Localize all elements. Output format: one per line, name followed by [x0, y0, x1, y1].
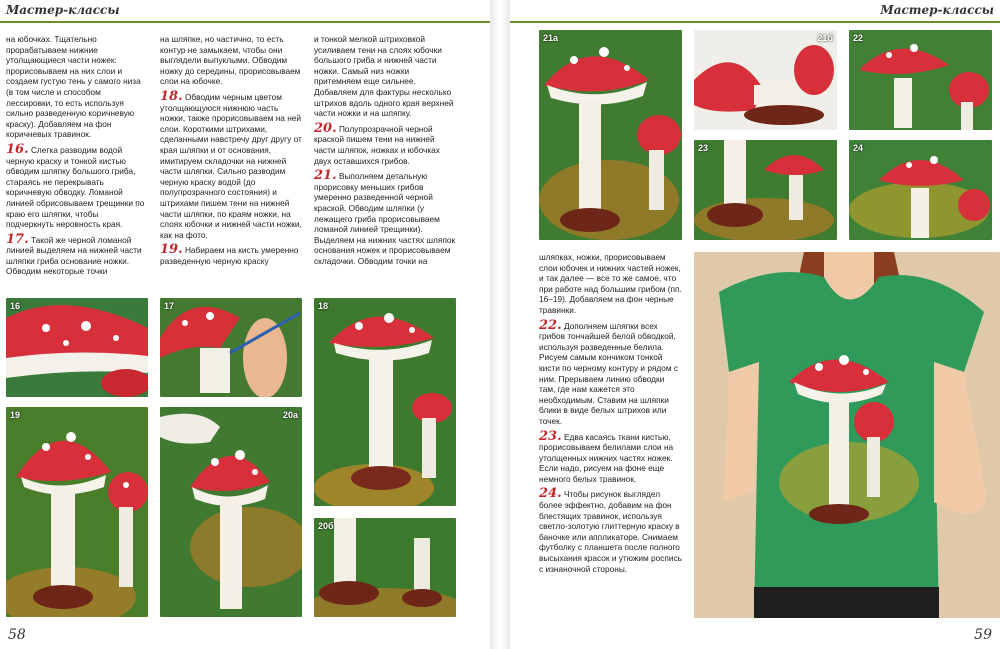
photo-label: 21а — [543, 33, 559, 43]
photo-step-24 — [849, 140, 992, 240]
photo-step-23 — [694, 140, 837, 240]
step-text: Слегка разводим водой черную краску и тонкой кистью обводим шляпку большого гриба, стараясь не перекрывать коричневую обводку. Ломаной линией обрисовываем трещинки по краю его шляпки, чтобы подчеркнуть неровность края. — [6, 144, 145, 230]
step-24 — [539, 486, 683, 574]
paragraph-intro-2: на шляпке, но частично, то есть контур не замыкаем, чтобы они выглядели выпуклыми. Обводим ножку до середины, прорисовываем слои на юбочке. — [160, 34, 301, 87]
step-20 — [314, 120, 456, 166]
step-16 — [6, 141, 148, 230]
text-column-2 — [160, 34, 302, 271]
photo-step-19 — [6, 407, 148, 617]
photo-step-21a — [539, 30, 682, 240]
photo-step-18 — [314, 298, 456, 506]
photo-label: 18 — [318, 301, 329, 311]
step-text: Дополняем шляпки всех грибов тончайшей белой обводкой, используя разведенные белила. Рисуем самым кончиком тонкой кисти по черному контуру и рядом с ним. Прерываем линию обводки там, где нам кажется это необходимым. Ставим на шляпки блики в виде белых штрихов или точек. — [539, 320, 678, 426]
photo-label: 20а — [282, 410, 298, 420]
header-line-left — [0, 21, 490, 23]
header-line-right — [510, 21, 1000, 23]
step-text: Такой же черной ломаной линией выделяем на нижней части шляпки гриба основание ножки. Обводим некоторые точки — [6, 234, 142, 277]
step-number: 19. — [160, 242, 183, 258]
step-text: Едва касаясь ткани кистью, прорисовываем белилами слои на утолщенных нижних частях ножек. Если надо, рисуем на фоне еще немного белых травинок. — [539, 431, 674, 484]
photo-label: 20б — [318, 521, 334, 531]
step-23 — [539, 428, 682, 485]
left-page — [0, 0, 490, 649]
step-number: 23. — [539, 428, 562, 444]
step-text: Выполняем детальную прорисовку меньших грибов умеренно разведенной черной краской. Обводим шляпки (у лежащего гриба прорисовываем ломаной линией трещинки). Выделяем на нижних частях шляпок основания ножек и прорисовываем складочки. Обводим точки на — [314, 171, 456, 266]
step-17 — [6, 231, 148, 277]
step-18 — [160, 88, 302, 240]
page-number-right: 59 — [974, 627, 992, 643]
right-page — [510, 0, 1000, 649]
step-number: 24. — [539, 486, 562, 502]
photo-step-17 — [160, 298, 302, 397]
step-19 — [160, 242, 302, 266]
photo-label: 24 — [853, 143, 864, 153]
paragraph-intro-1: на юбочках. Тщательно прорабатываем нижние утолщающиеся части ножек: прорисовываем на них слои и создаем густую тень у самого низа (в том числе и способом лессировки, то есть используя сильно разведенную коричневую краску). Добавляем на фон коричневых травинок. — [6, 34, 141, 140]
text-column-right — [539, 252, 682, 579]
page-number-left: 58 — [8, 627, 26, 643]
step-number: 21. — [314, 168, 337, 184]
section-label-left: Мастер-классы — [6, 3, 120, 17]
book-gutter — [490, 0, 510, 649]
photo-label: 19 — [10, 410, 21, 420]
section-label-right: Мастер-классы — [880, 3, 994, 17]
step-number: 16. — [6, 141, 29, 157]
photo-step-20b — [314, 518, 456, 617]
step-text: Обводим черным цветом утолщающуюся нижнюю часть ножки, также прорисовываем на ней слои. Короткими штрихами, сделанными навстречу друг другу от края шляпки и от основания, имитируем складочки на нижней части шляпки. Сильно разводим черную краску водой (до полупрозрачного состояния) и штрихами пишем тени на нижней части шляпки, по краям ножки, на слоях юбочки и нижней части ножки, как на фото. — [160, 91, 302, 240]
text-column-1 — [6, 34, 148, 282]
step-text: Полупрозрачной черной краской пишем тени на нижней части шляпок, ножках и юбочках двух оставшихся грибов. — [314, 123, 440, 166]
photo-finished-tshirt — [694, 252, 1000, 618]
step-22 — [539, 317, 682, 427]
paragraph-intro-3: и тонкой мелкой штриховкой усиливаем тени на слоях юбочки большого гриба и нижней части ножки. Самый низ ножки притемняем еще сильнее. Добавляем для фактуры несколько штрихов вдоль одного края верхней части ножки и на шляпку. — [314, 34, 454, 119]
photo-step-21b — [694, 30, 837, 130]
step-number: 18. — [160, 88, 183, 104]
photo-label: 16 — [10, 301, 21, 311]
step-21 — [314, 168, 456, 266]
paragraph-intro-right: шляпках, ножки, прорисовываем слои юбочек и нижних частей ножек, и так далее — все то же самое, что при работе над большим грибом (пп. 16–19). Добавляем на фон черные травинки. — [539, 252, 682, 315]
photo-step-20a — [160, 407, 302, 617]
text-column-3 — [314, 34, 456, 271]
step-number: 20. — [314, 120, 337, 136]
photo-label: 21б — [817, 33, 833, 43]
photo-label: 22 — [853, 33, 864, 43]
photo-label: 23 — [698, 143, 709, 153]
step-text: Набираем на кисть умеренно разведенную черную краску — [160, 245, 299, 266]
step-text: Чтобы рисунок выглядел более эффектно, добавим на фон блестящих травинок, используя светло-золотую глиттерную краску в баночке или аппликаторе. Снимаем футболку с планшета после полного высыхания красок и утюжим роспись с изнаночной стороны. — [539, 489, 683, 574]
photo-label: 17 — [164, 301, 175, 311]
step-number: 22. — [539, 317, 562, 333]
step-number: 17. — [6, 231, 29, 247]
photo-step-16 — [6, 298, 148, 397]
photo-step-22 — [849, 30, 992, 130]
